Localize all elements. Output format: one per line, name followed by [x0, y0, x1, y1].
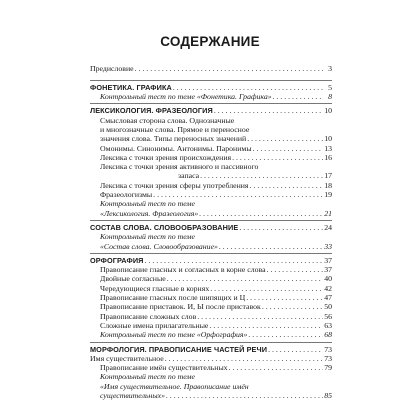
section-divider: [90, 340, 332, 345]
section-divider: [90, 101, 332, 106]
leader-dots: [219, 242, 323, 251]
toc-entry-text: ФОНЕТИКА. ГРАФИКА: [90, 82, 172, 92]
page-number: 37: [324, 265, 332, 275]
leader-dots: [167, 274, 323, 283]
toc-entry-text: значения слова. Типы переносных значений: [100, 134, 247, 144]
leader-dots: [262, 302, 323, 311]
toc-entry-text: Омонимы. Синонимы. Антонимы. Паронимы: [100, 143, 252, 153]
page-number: 10: [324, 106, 332, 116]
page-number: 21: [324, 208, 332, 218]
leader-dots: [214, 106, 323, 115]
leader-dots: [166, 391, 323, 400]
toc-entry: [90, 162, 332, 181]
leader-dots: [239, 223, 323, 232]
toc-test-entry: [90, 92, 332, 101]
leader-dots: [229, 363, 323, 372]
toc-section: [90, 345, 332, 354]
page-number: 5: [328, 82, 332, 92]
toc-entry-lastline: [100, 391, 332, 400]
leader-dots: [250, 181, 323, 190]
toc-entry-text: существительных»: [100, 391, 166, 400]
toc-entry-text: Лексика с точки зрения происхождения: [100, 152, 232, 162]
toc-entry-text: Правописание сложных слов: [100, 311, 197, 321]
toc-entry-text: «Состав слова. Словообразование»: [100, 241, 218, 251]
page-number: 42: [324, 283, 332, 293]
section-divider: [90, 218, 332, 223]
toc-entry-text: СОСТАВ СЛОВА. СЛОВООБРАЗОВАНИЕ: [90, 222, 239, 232]
leader-dots: [232, 153, 323, 162]
toc-entry-lastline: [100, 242, 332, 251]
leader-dots: [267, 265, 323, 274]
toc-entry-line: Контрольный тест по теме: [100, 372, 195, 382]
toc-entry-text: Правописание приставок. И, Ы после приставок: [100, 302, 261, 312]
leader-dots: [200, 171, 323, 180]
toc-entry-lastline: [100, 171, 332, 180]
leader-dots: [197, 312, 323, 321]
toc-entry-line: Смысловая сторона слова. Однозначные: [100, 115, 235, 125]
toc-entry: [90, 144, 332, 153]
page-number: 63: [324, 320, 332, 330]
toc-entry: [90, 312, 332, 321]
leader-dots: [135, 64, 323, 73]
leader-dots: [273, 92, 323, 101]
toc-entry-line: Контрольный тест по теме: [100, 199, 195, 209]
page-number: 68: [324, 330, 332, 340]
page-number: 17: [324, 171, 332, 181]
leader-dots: [268, 345, 323, 354]
toc-entry: [90, 284, 332, 293]
toc-entry-text: Сложные имена прилагательные: [100, 320, 209, 330]
toc-entry: [90, 293, 332, 302]
page-number: 16: [324, 152, 332, 162]
page-number: 85: [324, 391, 332, 400]
page-number: 56: [324, 311, 332, 321]
page-number: 37: [324, 255, 332, 265]
leader-dots: [247, 134, 323, 143]
toc-entry-line: Контрольный тест по теме: [100, 232, 195, 242]
page-number: 50: [324, 302, 332, 312]
leader-dots: [165, 354, 323, 363]
toc-entry-lastline: [100, 134, 332, 143]
toc-test-entry: [90, 372, 332, 400]
table-of-contents: [90, 64, 332, 400]
leader-dots: [145, 256, 323, 265]
toc-entry: [90, 153, 332, 162]
page-number: 19: [324, 190, 332, 200]
toc-entry: [90, 363, 332, 372]
page-number: 33: [324, 241, 332, 251]
toc-entry-line: «Имя существительное. Правописание имён: [100, 381, 249, 391]
toc-entry-text: Контрольный тест по теме «Орфография»: [100, 330, 248, 340]
toc-entry-text: запаса: [178, 171, 200, 181]
page-number: 79: [324, 363, 332, 373]
toc-entry-line: и многозначные слова. Прямое и переносное: [100, 124, 250, 134]
page-title: СОДЕРЖАНИЕ: [160, 34, 260, 49]
page-number: 3: [328, 64, 332, 73]
toc-section: [90, 223, 332, 232]
toc-entry-text: Фразеологизмы: [100, 190, 153, 200]
page-number: 18: [324, 180, 332, 190]
toc-entry-text: Правописание имён существительных: [100, 363, 228, 373]
toc-entry: [90, 116, 332, 144]
toc-entry-text: МОРФОЛОГИЯ. ПРАВОПИСАНИЕ ЧАСТЕЙ РЕЧИ: [90, 344, 268, 354]
toc-entry: [90, 181, 332, 190]
leader-dots: [199, 209, 323, 218]
toc-section: [90, 83, 332, 92]
toc-test-entry: [90, 232, 332, 251]
toc-entry-line: Лексика с точки зрения активного и пассивного: [100, 162, 259, 172]
page-number: 13: [324, 143, 332, 153]
toc-entry-text: ОРФОГРАФИЯ: [90, 255, 144, 265]
toc-entry: [90, 302, 332, 311]
page-number: 73: [324, 344, 332, 354]
toc-entry: [90, 354, 332, 363]
toc-entry-lastline: [100, 209, 332, 218]
toc-entry-text: Чередующиеся гласные в корнях: [100, 283, 210, 293]
leader-dots: [210, 284, 323, 293]
toc-test-entry: [90, 330, 332, 339]
toc-section: [90, 106, 332, 115]
toc-entry-text: Предисловие: [90, 64, 134, 73]
leader-dots: [209, 321, 323, 330]
toc-entry-text: Контрольный тест по теме «Фонетика. Графика»: [100, 92, 272, 102]
toc-entry-text: ЛЕКСИКОЛОГИЯ. ФРАЗЕОЛОГИЯ: [90, 106, 213, 116]
leader-dots: [253, 144, 323, 153]
toc-entry-text: Правописание гласных и согласных в корне слова: [100, 265, 266, 275]
page-number: 24: [324, 222, 332, 232]
toc-entry-text: Лексика с точки зрения сферы употребления: [100, 180, 249, 190]
page-number: 73: [324, 353, 332, 363]
toc-entry-text: «Лексикология. Фразеология»: [100, 208, 199, 218]
section-divider: [90, 251, 332, 256]
page-number: 8: [328, 92, 332, 102]
toc-entry: [90, 274, 332, 283]
toc-entry: [90, 321, 332, 330]
toc-entry-text: Правописание гласных после шипящих и Ц: [100, 293, 246, 303]
page-number: 10: [324, 134, 332, 144]
leader-dots: [173, 83, 323, 92]
toc-entry: [90, 265, 332, 274]
section-divider: [90, 78, 332, 83]
toc-test-entry: [90, 199, 332, 218]
toc-entry: [90, 190, 332, 199]
page-number: 47: [324, 293, 332, 303]
leader-dots: [246, 293, 323, 302]
leader-dots: [248, 330, 323, 339]
leader-dots: [153, 190, 323, 199]
toc-section: [90, 256, 332, 265]
page-number: 40: [324, 274, 332, 284]
toc-entry-text: Двойные согласные: [100, 274, 166, 284]
toc-entry: [90, 64, 332, 73]
toc-entry-text: Имя существительное: [90, 353, 164, 363]
